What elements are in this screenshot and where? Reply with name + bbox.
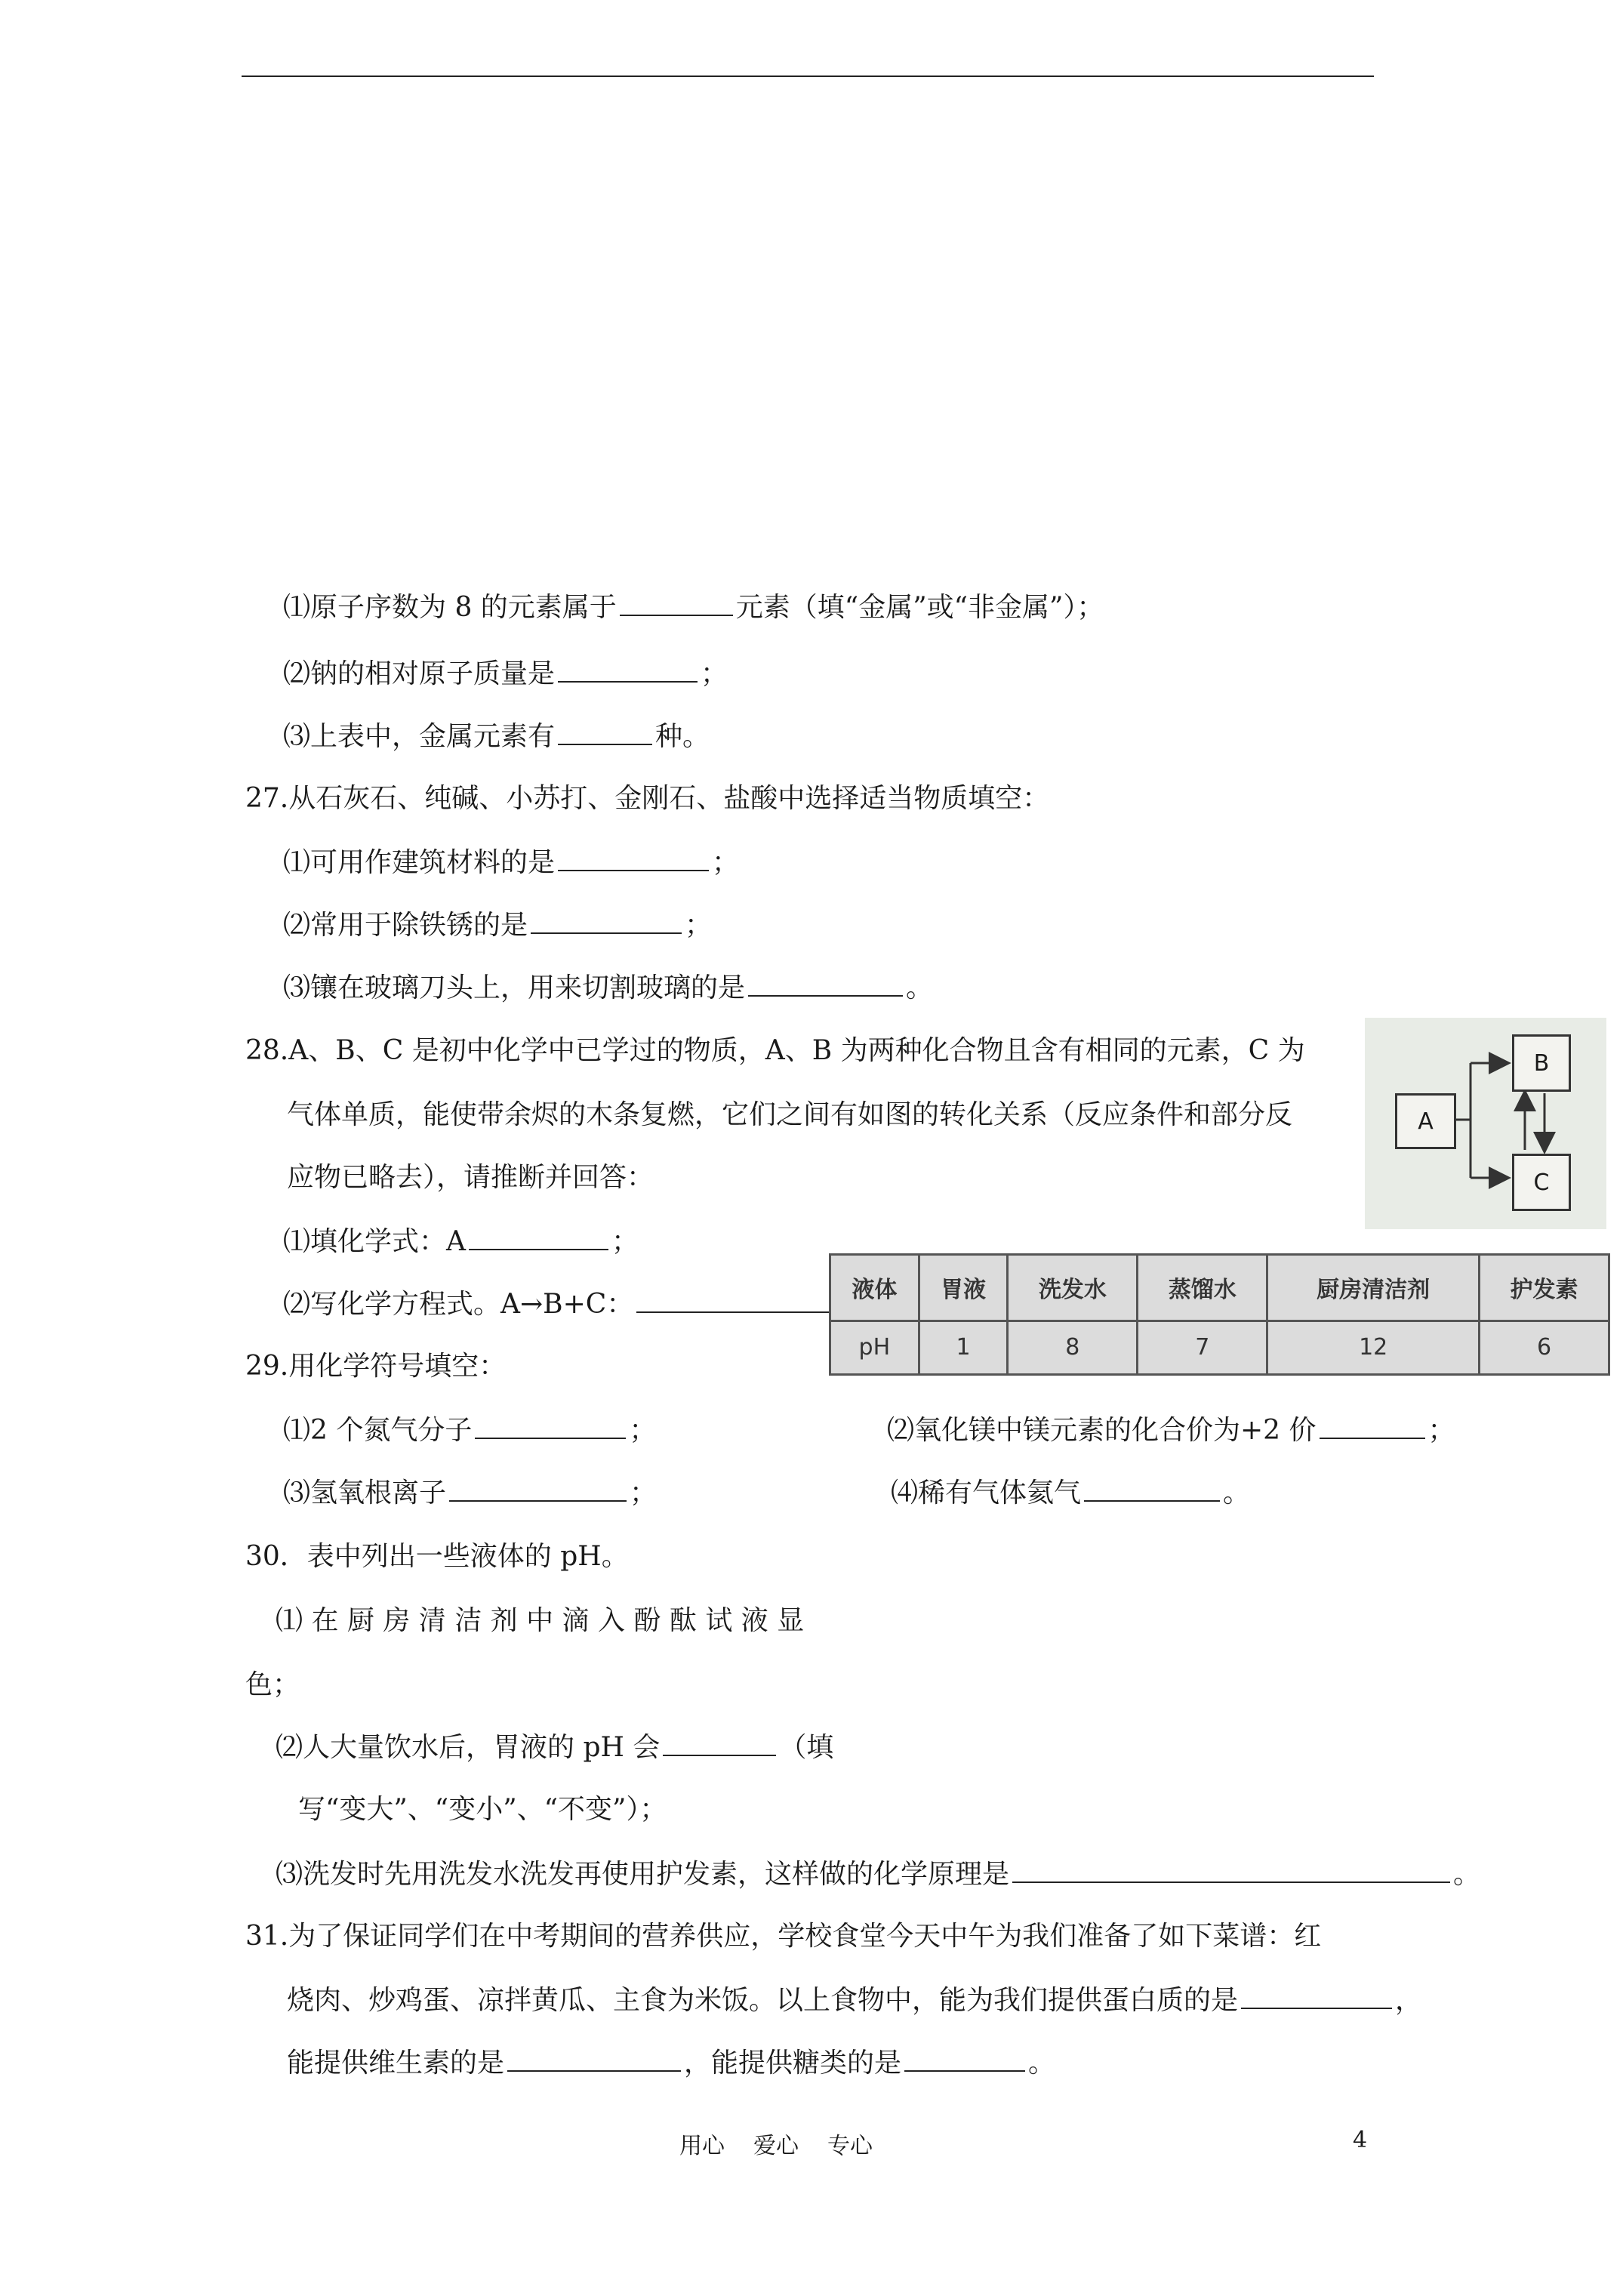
q27-item-1 bbox=[283, 846, 739, 880]
table-header-cell: 胃液 bbox=[919, 1255, 1008, 1321]
answer-blank[interactable] bbox=[1241, 1983, 1392, 2009]
text: ⑴可用作建筑材料的是 bbox=[283, 847, 556, 878]
box-a: A bbox=[1395, 1093, 1456, 1149]
q28-stem-1: 28.A、B、C 是初中化学中已学过的物质，A、B 为两种化合物且含有相同的元素，C 为 bbox=[245, 1035, 1305, 1066]
text: ⑵写化学方程式。A→B+C： bbox=[283, 1289, 634, 1320]
table-row bbox=[830, 1321, 1609, 1374]
page-number: 4 bbox=[1353, 2127, 1368, 2153]
answer-blank[interactable] bbox=[507, 2046, 681, 2072]
q27-item-3 bbox=[283, 971, 933, 1005]
table-header-cell: 厨房清洁剂 bbox=[1267, 1255, 1480, 1321]
text: ⑴填化学式：A bbox=[283, 1226, 466, 1257]
q30-stem: 30．表中列出一些液体的 pH。 bbox=[245, 1541, 629, 1572]
answer-blank[interactable] bbox=[558, 657, 698, 683]
text: 烧肉、炒鸡蛋、凉拌黄瓜、主食为米饭。以上食物中，能为我们提供蛋白质的是 bbox=[287, 1985, 1239, 2016]
table-cell: 7 bbox=[1138, 1321, 1267, 1374]
header-rule bbox=[242, 76, 1374, 77]
text: ； bbox=[1427, 1415, 1455, 1446]
answer-blank[interactable] bbox=[1012, 1857, 1450, 1883]
box-b: B bbox=[1512, 1034, 1571, 1092]
text: ⑵人大量饮水后，胃液的 pH 会 bbox=[276, 1732, 661, 1763]
text: ； bbox=[629, 1415, 657, 1446]
text: 。 bbox=[1223, 1478, 1251, 1509]
box-c: C bbox=[1512, 1154, 1571, 1211]
q31-stem-1: 31.为了保证同学们在中考期间的营养供应，学校食堂今天中午为我们准备了如下菜谱：红 bbox=[245, 1921, 1322, 1952]
table-header-cell: 洗发水 bbox=[1008, 1255, 1138, 1321]
answer-blank[interactable] bbox=[620, 590, 733, 616]
q30-item-1b: 色； bbox=[245, 1669, 300, 1700]
text: ； bbox=[701, 658, 728, 689]
table-header-cell: 护发素 bbox=[1479, 1255, 1609, 1321]
text: 。 bbox=[1453, 1859, 1481, 1890]
table-header-row bbox=[830, 1255, 1609, 1321]
answer-blank[interactable] bbox=[663, 1730, 776, 1756]
text: 。 bbox=[906, 972, 934, 1003]
answer-blank[interactable] bbox=[449, 1476, 627, 1502]
text: ⑶洗发时先用洗发水洗发再使用护发素，这样做的化学原理是 bbox=[276, 1859, 1010, 1890]
footer-text: 专心 bbox=[827, 2133, 873, 2159]
text: ⑷稀有气体氦气 bbox=[891, 1478, 1082, 1509]
answer-blank[interactable] bbox=[475, 1413, 626, 1439]
footer-text: 用心 bbox=[679, 2133, 725, 2159]
ph-table bbox=[829, 1253, 1610, 1376]
text: ⑵钠的相对原子质量是 bbox=[283, 658, 556, 689]
q29-item-3 bbox=[283, 1476, 657, 1510]
text: （填 bbox=[779, 1732, 834, 1763]
text: ； bbox=[685, 910, 713, 941]
q31-stem-2 bbox=[287, 1983, 1422, 2017]
q28-item-1 bbox=[283, 1225, 639, 1259]
table-cell: pH bbox=[830, 1321, 919, 1374]
answer-blank[interactable] bbox=[558, 720, 652, 745]
text: ，能提供糖类的是 bbox=[684, 2048, 902, 2079]
answer-blank[interactable] bbox=[558, 846, 709, 871]
q29-item-1 bbox=[283, 1413, 656, 1447]
footer-text: 爱心 bbox=[753, 2133, 799, 2159]
q26-item-1 bbox=[283, 590, 1104, 624]
table-header-cell: 蒸馏水 bbox=[1138, 1255, 1267, 1321]
text: ⑶上表中，金属元素有 bbox=[283, 721, 556, 752]
answer-blank[interactable] bbox=[1320, 1413, 1425, 1439]
q30-item-3 bbox=[276, 1857, 1480, 1891]
text: 元素（填“金属”或“非金属”）； bbox=[735, 592, 1104, 623]
text: ⑴原子序数为 8 的元素属于 bbox=[283, 592, 617, 623]
answer-blank[interactable] bbox=[469, 1225, 608, 1250]
text: ； bbox=[712, 847, 740, 878]
text: ⑶镶在玻璃刀头上，用来切割玻璃的是 bbox=[283, 972, 746, 1003]
q27-stem: 27.从石灰石、纯碱、小苏打、金刚石、盐酸中选择适当物质填空： bbox=[245, 783, 1050, 814]
text: ； bbox=[611, 1226, 639, 1257]
q30-item-2b: 写“变大”、“变小”、“不变”）； bbox=[298, 1794, 667, 1825]
q29-stem: 29.用化学符号填空： bbox=[245, 1351, 507, 1382]
table-cell: 6 bbox=[1479, 1321, 1609, 1374]
q28-stem-3: 应物已略去），请推断并回答： bbox=[287, 1162, 654, 1193]
q29-item-2 bbox=[887, 1413, 1455, 1447]
table-cell: 1 bbox=[919, 1321, 1008, 1374]
footer-motto bbox=[679, 2127, 901, 2160]
answer-blank[interactable] bbox=[748, 971, 903, 997]
q28-stem-2: 气体单质，能使带余烬的木条复燃，它们之间有如图的转化关系（反应条件和部分反 bbox=[287, 1099, 1293, 1130]
table-cell: 12 bbox=[1267, 1321, 1480, 1374]
answer-blank[interactable] bbox=[531, 908, 682, 934]
text: 。 bbox=[1028, 2048, 1056, 2079]
q31-stem-3 bbox=[287, 2046, 1055, 2080]
table-cell: 8 bbox=[1008, 1321, 1138, 1374]
conversion-diagram bbox=[1365, 1018, 1606, 1229]
q30-item-1a: ⑴ 在 厨 房 清 洁 剂 中 滴 入 酚 酞 试 液 显 bbox=[276, 1605, 805, 1636]
q30-item-2 bbox=[276, 1730, 833, 1764]
text: ； bbox=[630, 1478, 658, 1509]
text: ⑵常用于除铁锈的是 bbox=[283, 910, 528, 941]
q26-item-2 bbox=[283, 657, 728, 691]
text: ⑴2 个氮气分子 bbox=[283, 1415, 473, 1446]
answer-blank[interactable] bbox=[904, 2046, 1025, 2072]
text: ， bbox=[1395, 1985, 1423, 2016]
text: 种。 bbox=[655, 721, 710, 752]
q29-item-4 bbox=[891, 1476, 1250, 1510]
text: 能提供维生素的是 bbox=[287, 2048, 505, 2079]
q26-item-3 bbox=[283, 720, 710, 754]
text: ⑶氢氧根离子 bbox=[283, 1478, 447, 1509]
q27-item-2 bbox=[283, 908, 712, 942]
table-header-cell: 液体 bbox=[830, 1255, 919, 1321]
text: ⑵氧化镁中镁元素的化合价为+2 价 bbox=[887, 1415, 1317, 1446]
answer-blank[interactable] bbox=[1084, 1476, 1220, 1502]
